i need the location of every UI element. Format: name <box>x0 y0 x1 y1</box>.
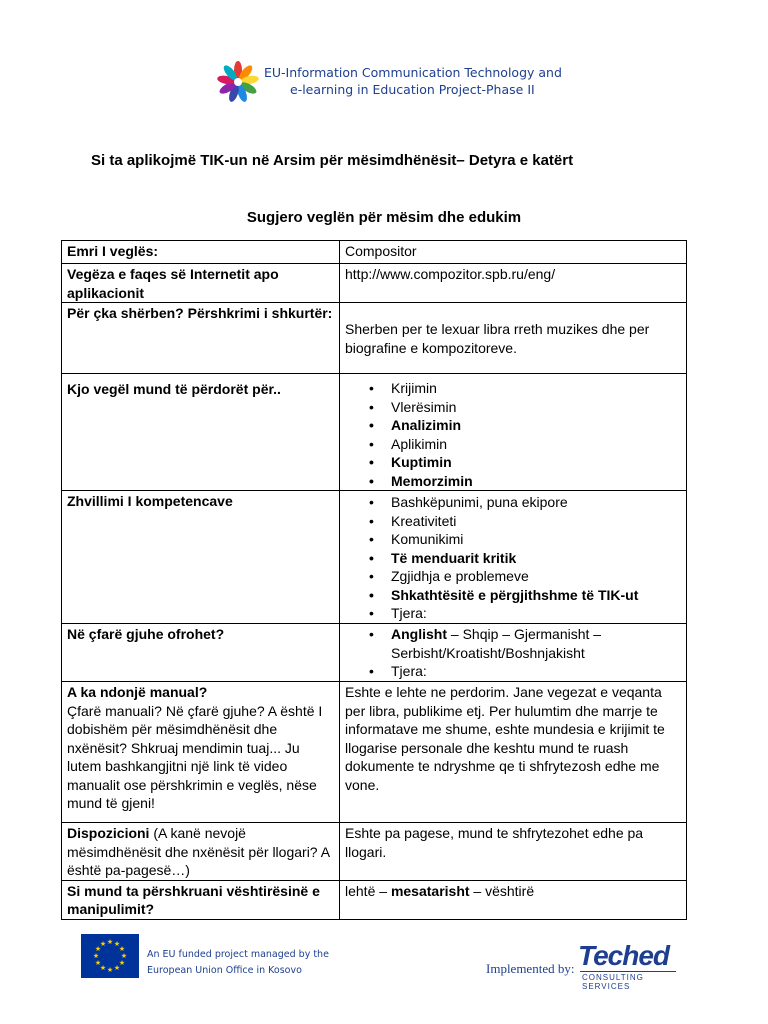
row-usage <box>62 374 687 491</box>
availability-value: Eshte pa pagese, mund te shfrytezohet edhe pa llogari. <box>340 823 687 881</box>
row-description <box>62 303 687 374</box>
document-title: Si ta aplikojmë TIK-un në Arsim për mësimdhënësit– Detyra e katërt <box>91 152 574 169</box>
svg-text:★: ★ <box>120 952 128 960</box>
svg-text:★: ★ <box>94 959 102 967</box>
competencies-options <box>340 491 687 624</box>
availability-label-heading: Dispozicioni <box>67 825 150 841</box>
tool-form-table <box>61 240 687 920</box>
name-label: Emri I veglës: <box>62 241 340 264</box>
language-option <box>391 625 681 662</box>
svg-text:★: ★ <box>113 964 121 972</box>
header-line-1: EU-Information Communication Technology and <box>264 65 562 80</box>
competency-option: • Zgjidhja e problemeve <box>391 567 681 586</box>
usage-option: • Aplikimin <box>391 435 681 454</box>
usage-option-selected: • Memorzimin <box>391 472 681 491</box>
svg-text:★: ★ <box>92 952 100 960</box>
language-selected: Anglisht <box>391 626 447 642</box>
eu-funding-line-1: An EU funded project managed by the <box>147 949 329 960</box>
usage-label: Kjo vegël mund të përdorët për.. <box>62 374 340 491</box>
svg-text:★: ★ <box>113 940 121 948</box>
svg-text:★: ★ <box>106 938 114 946</box>
difficulty-value <box>340 880 687 919</box>
row-manual <box>62 682 687 823</box>
link-value[interactable]: http://www.compozitor.spb.ru/eng/ <box>340 264 687 303</box>
name-value: Compositor <box>340 241 687 264</box>
teched-logo <box>578 940 678 991</box>
difficulty-easy: lehtë – <box>345 882 388 899</box>
row-languages <box>62 624 687 682</box>
languages-label: Në çfarë gjuhe ofrohet? <box>62 624 340 682</box>
language-option: • Tjera: <box>391 662 681 681</box>
manual-value: Eshte e lehte ne perdorim. Jane vegezat e veqanta per libra, publikime etj. Per hulumtim dhe marrje te informatave me shume, eshte mundesia e krijimit te llogarise personale dhe keshtu mund te ruash dokumente te ndryshme qe ti shfrytezosh edhe me vone. <box>340 682 687 823</box>
flower-logo-icon <box>216 60 260 104</box>
teched-tagline: CONSULTING SERVICES <box>582 973 644 991</box>
difficulty-selected: mesatarisht <box>390 882 470 899</box>
usage-option: • Krijimin <box>391 379 681 398</box>
row-difficulty <box>62 880 687 919</box>
competencies-label: Zhvillimi I kompetencave <box>62 491 340 624</box>
competency-option: • Tjera: <box>391 604 681 623</box>
competency-option: • Komunikimi <box>391 530 681 549</box>
description-text: Sherben per te lexuar libra rreth muzikes dhe per biografine e kompozitoreve. <box>345 321 650 356</box>
teched-brand: Teched <box>578 940 669 971</box>
competency-option-selected: • Shkathtësitë e përgjithshme të TIK-ut <box>391 586 681 605</box>
usage-options <box>340 374 687 491</box>
row-name <box>62 241 687 264</box>
svg-text:★: ★ <box>118 945 126 953</box>
svg-text:★: ★ <box>106 966 114 974</box>
availability-label <box>62 823 340 881</box>
languages-options <box>340 624 687 682</box>
implemented-by-label: Implemented by: <box>486 961 575 976</box>
row-availability <box>62 823 687 881</box>
document-subtitle: Sugjero veglën për mësim dhe edukim <box>246 209 522 226</box>
competency-option-selected: • Të menduarit kritik <box>391 549 681 568</box>
usage-option: • Vlerësimin <box>391 398 681 417</box>
usage-option-selected: • Analizimin <box>391 416 681 435</box>
description-label: Për çka shërben? Përshkrimi i shkurtër: <box>62 303 340 374</box>
manual-label <box>62 682 340 823</box>
teched-divider <box>580 971 676 972</box>
language-others: – Shqip – Gjermanisht – Serbisht/Kroatisht/Boshnjakisht <box>391 626 602 661</box>
row-link <box>62 264 687 303</box>
usage-option-selected: • Kuptimin <box>391 453 681 472</box>
eu-funding-note <box>147 947 329 979</box>
description-value <box>340 303 687 374</box>
availability-label-question: (A kanë nevojë mësimdhënësit dhe nxënësit për llogari? A është pa-pagesë…) <box>67 825 330 878</box>
project-header <box>216 58 576 104</box>
difficulty-label: Si mund ta përshkruani vështirësinë e manipulimit? <box>62 880 340 919</box>
link-label: Vegëza e faqes së Internetit apo aplikacionit <box>62 264 340 303</box>
manual-label-question: Çfarë manuali? Në çfarë gjuhe? A është I dobishëm për mësimdhënësit dhe nxënësit? Shkruaj mendimin tuaj... Ju lutem bashkangjitni një link të video manualit ose përshkrimin e veglës, nëse mund të gjeni! <box>67 702 323 811</box>
eu-funding-line-2: European Union Office in Kosovo <box>147 965 302 976</box>
svg-text:★: ★ <box>94 945 102 953</box>
manual-label-heading: A ka ndonjë manual? <box>67 684 208 700</box>
row-competencies <box>62 491 687 624</box>
svg-text:★: ★ <box>99 940 107 948</box>
difficulty-hard: – vështirë <box>473 882 535 899</box>
svg-text:★: ★ <box>99 964 107 972</box>
competency-option: • Kreativiteti <box>391 512 681 531</box>
project-header-text <box>264 64 562 98</box>
competency-option: • Bashkëpunimi, puna ekipore <box>391 493 681 512</box>
svg-text:★: ★ <box>118 959 126 967</box>
header-line-2: e-learning in Education Project-Phase II <box>290 82 535 97</box>
eu-flag-icon <box>81 934 139 978</box>
